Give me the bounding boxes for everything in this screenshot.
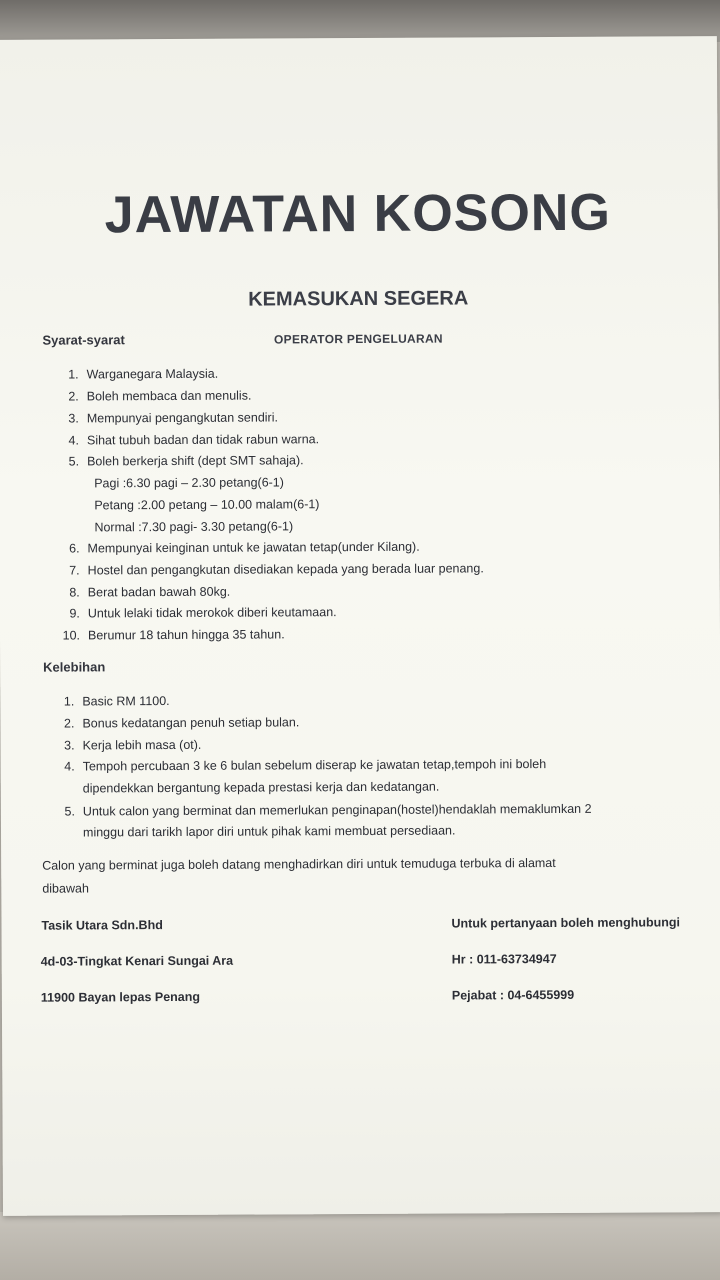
- walk-in-note: Calon yang berminat juga boleh datang menghadirkan diri untuk temuduga terbuka di alamat: [42, 855, 556, 873]
- shift-evening: Petang :2.00 petang – 10.00 malam(6-1): [94, 497, 320, 513]
- background-bottom: [0, 1212, 720, 1280]
- benefit-item: 3. Kerja lebih masa (ot).: [64, 737, 202, 753]
- benefits-heading: Kelebihan: [43, 659, 106, 675]
- requirement-item: 1. Warganegara Malaysia.: [68, 366, 219, 382]
- requirement-item: 3. Mempunyai pengangkutan sendiri.: [68, 410, 278, 426]
- requirement-item: 2. Boleh membaca dan menulis.: [68, 388, 252, 404]
- requirement-item: 9. Untuk lelaki tidak merokok diberi keutamaan.: [69, 605, 337, 621]
- benefit-item-continuation: dipendekkan bergantung kepada prestasi kerja dan kedatangan.: [82, 779, 440, 796]
- requirement-item: 5. Boleh berkerja shift (dept SMT sahaja).: [68, 453, 304, 469]
- requirements-heading: Syarat-syarat: [42, 332, 125, 348]
- contact-heading: Untuk pertanyaan boleh menghubungi: [451, 915, 681, 931]
- requirement-item: 7. Hostel dan pengangkutan disediakan kepada yang berada luar penang.: [69, 561, 484, 578]
- walk-in-note-continuation: dibawah: [42, 881, 89, 896]
- requirement-item: 4. Sihat tubuh badan dan tidak rabun warna.: [68, 432, 320, 448]
- company-name: Tasik Utara Sdn.Bhd: [41, 918, 163, 933]
- benefit-item: 1. Basic RM 1100.: [63, 693, 170, 709]
- contact-office-phone: Pejabat : 04-6455999: [451, 987, 575, 1003]
- benefit-item: 2. Bonus kedatangan penuh setiap bulan.: [63, 715, 300, 731]
- shift-normal: Normal :7.30 pagi- 3.30 petang(6-1): [94, 519, 294, 535]
- company-street: 4d-03-Tingkat Kenari Sungai Ara: [40, 953, 234, 969]
- requirement-item: 10. Berumur 18 tahun hingga 35 tahun.: [62, 627, 285, 643]
- notice-subtitle: KEMASUKAN SEGERA: [248, 287, 469, 311]
- requirement-item: 8. Berat badan bawah 80kg.: [69, 584, 231, 600]
- shift-morning: Pagi :6.30 pagi – 2.30 petang(6-1): [94, 475, 284, 491]
- position-title: OPERATOR PENGELUARAN: [273, 331, 443, 347]
- benefit-item: 4. Tempoh percubaan 3 ke 6 bulan sebelum diserap ke jawatan tetap,tempoh ini boleh: [64, 757, 547, 774]
- job-notice-paper: [0, 36, 720, 1216]
- benefit-item-continuation: minggu dari tarikh lapor diri untuk pihak kami membuat persediaan.: [82, 823, 456, 840]
- requirement-item: 6. Mempunyai keinginan untuk ke jawatan tetap(under Kilang).: [69, 539, 420, 556]
- notice-title: JAWATAN KOSONG: [104, 183, 611, 245]
- contact-hr-phone: Hr : 011-63734947: [451, 951, 557, 967]
- company-city: 11900 Bayan lepas Penang: [40, 989, 201, 1005]
- benefit-item: 5. Untuk calon yang berminat dan memerlukan penginapan(hostel)hendaklah memaklumkan 2: [64, 801, 592, 819]
